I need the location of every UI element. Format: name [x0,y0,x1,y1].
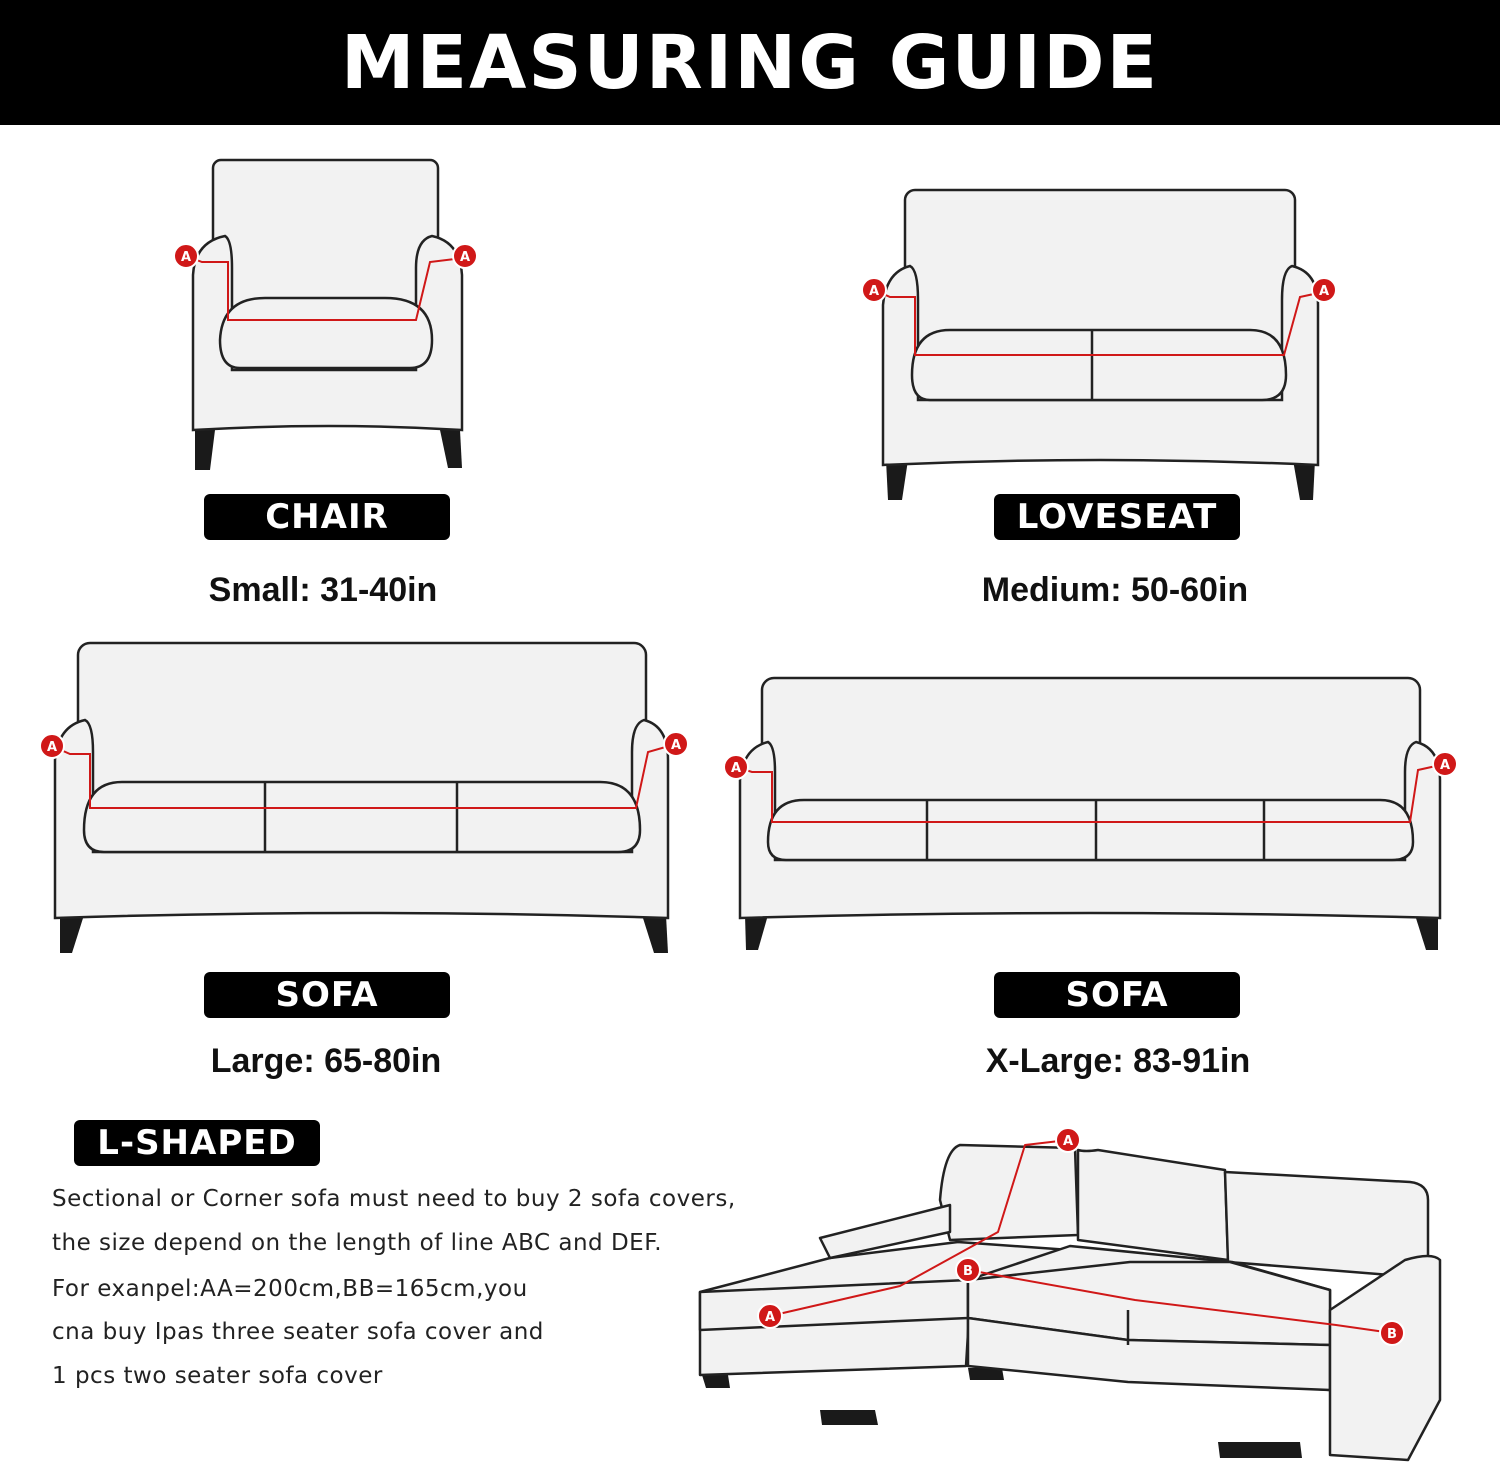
chair-cushion [220,298,432,368]
tag-sofa-xlarge: SOFA [994,972,1240,1018]
chair-illustration [186,160,463,470]
marker-a-label: A [730,761,742,776]
marker-a-icon [453,244,477,268]
marker-a-label: A [1439,758,1451,773]
note-line-1: Sectional or Corner sofa must need to buy 2 sofa covers, [52,1186,736,1212]
tag-chair: CHAIR [204,494,450,540]
marker-a-icon [1056,1128,1080,1152]
marker-a-icon [758,1304,782,1328]
marker-a-label: A [46,740,58,755]
size-loveseat: Medium: 50-60in [981,571,1249,609]
tag-sofa-large: SOFA [204,972,450,1018]
marker-a-label: A [1062,1134,1074,1149]
marker-a-icon [664,732,688,756]
marker-a-icon [174,244,198,268]
marker-a-icon [1433,752,1457,776]
chair-leg-left [195,430,215,470]
marker-b-label: B [963,1264,973,1279]
note-line-2: the size depend on the length of line ABC and DEF. [52,1230,663,1256]
tag-l-shaped: L-SHAPED [74,1120,320,1166]
marker-a-label: A [868,284,880,299]
sofa-large-illustration [52,643,676,953]
marker-a-icon [40,734,64,758]
note-line-3: For exanpel:AA=200cm,BB=165cm,you [52,1276,528,1302]
marker-b-label: B [1387,1327,1397,1342]
marker-a-label: A [459,250,471,265]
loveseat-illustration [874,190,1323,500]
marker-a-label: A [180,250,192,265]
note-line-5: 1 pcs two seater sofa cover [52,1363,383,1389]
l-shaped-illustration [700,1140,1440,1460]
marker-a-label: A [764,1310,776,1325]
marker-b-icon [1380,1321,1404,1345]
marker-a-icon [862,278,886,302]
marker-a-label: A [1318,284,1330,299]
size-sofa-xlarge: X-Large: 83-91in [985,1042,1251,1080]
chair-leg-right [440,430,462,468]
marker-b-icon [956,1258,980,1282]
sofa-xlarge-illustration [736,678,1445,950]
note-line-4: cna buy Ipas three seater sofa cover and [52,1319,544,1345]
page-title: MEASURING GUIDE [340,19,1160,106]
marker-a-icon [724,755,748,779]
size-chair: Small: 31-40in [208,571,438,609]
marker-a-label: A [670,738,682,753]
tag-loveseat: LOVESEAT [994,494,1240,540]
marker-a-icon [1312,278,1336,302]
size-sofa-large: Large: 65-80in [210,1042,442,1080]
